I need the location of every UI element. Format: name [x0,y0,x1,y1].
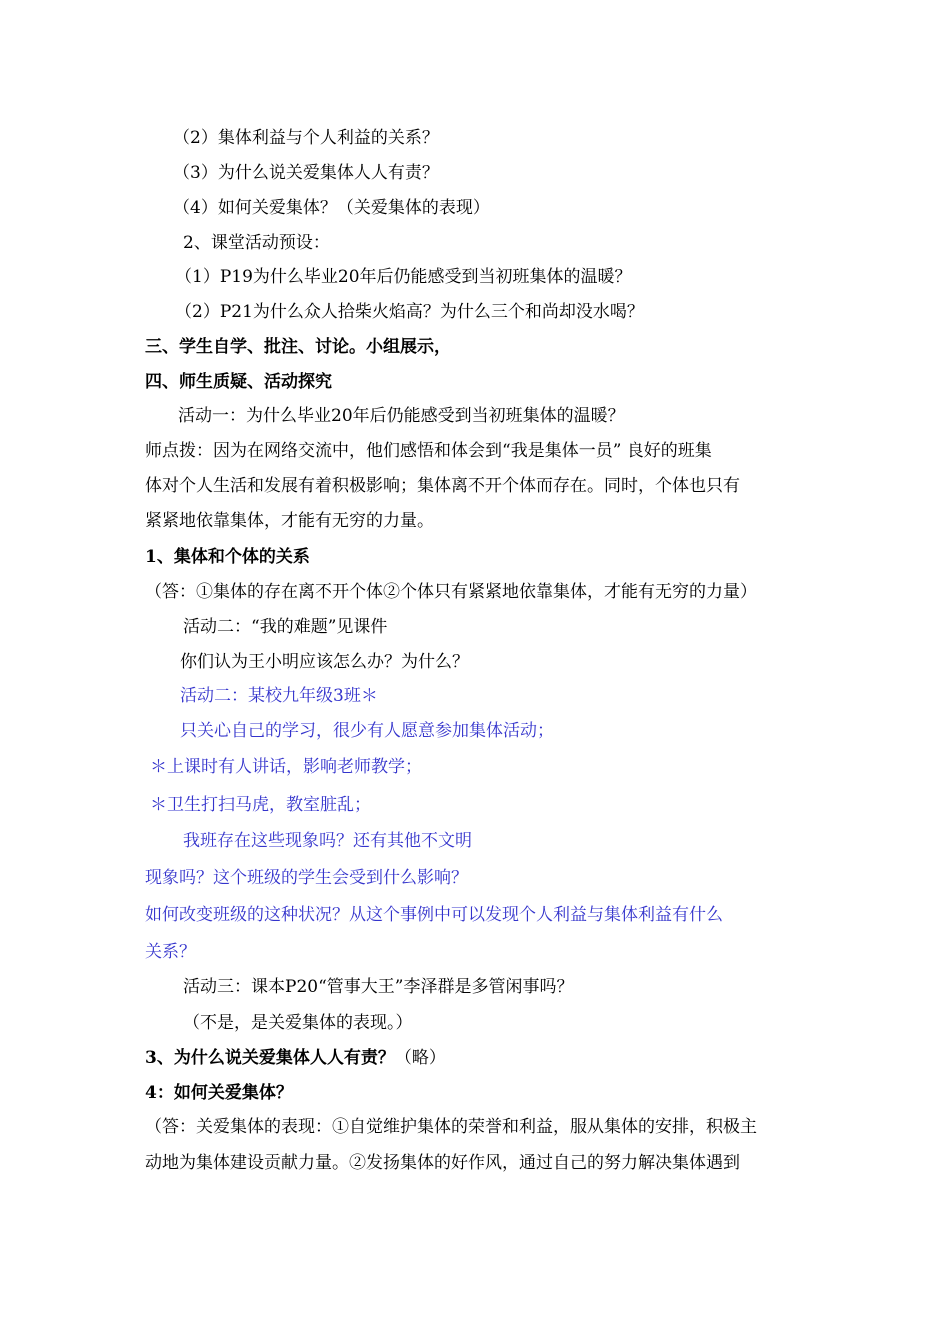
discussion-line-2: 现象吗？这个班级的学生会受到什么影响？ [145,868,468,888]
preset-1-line: （1）P19为什么毕业20年后仍能感受到当初班集体的温暖？ [175,267,632,287]
point-4-heading: 4：如何关爱集体？ [145,1083,293,1103]
question-4-line: （4）如何关爱集体？（关爱集体的表现） [173,198,490,218]
activity-3-line: 活动三：课本P20“管事大王”李泽群是多管闲事吗？ [183,977,574,997]
question-3-line: （3）为什么说关爱集体人人有责？ [173,163,439,183]
activity-2b-line: 活动二：某校九年级3班＊ [180,686,378,706]
activity-2-question: 你们认为王小明应该怎么办？为什么？ [180,652,469,672]
teacher-note-line-3: 紧紧地依靠集体，才能有无穷的力量。 [145,511,434,531]
activity-3-answer: （不是，是关爱集体的表现。） [183,1013,413,1033]
preset-2-line: （2）P21为什么众人拾柴火焰高？为什么三个和尚却没水喝？ [175,302,644,322]
activity-1-line: 活动一：为什么毕业20年后仍能感受到当初班集体的温暖？ [178,406,625,426]
point-3-line [145,1046,446,1070]
answer-4-line-1: （答：关爱集体的表现：①自觉维护集体的荣誉和利益，服从集体的安排，积极主 [145,1117,757,1137]
answer-4-line-2: 动地为集体建设贡献力量。②发扬集体的好作风，通过自己的努力解决集体遇到 [145,1153,740,1173]
point-3-note: （略） [394,1048,446,1068]
discussion-line-4: 关系？ [145,942,196,962]
point-3-heading: 3、为什么说关爱集体人人有责？ [145,1048,395,1068]
point-1-heading: 1、集体和个体的关系 [145,547,310,567]
discussion-line-3: 如何改变班级的这种状况？从这个事例中可以发现个人利益与集体利益有什么 [145,905,723,925]
phenomenon-1-line: 只关心自己的学习，很少有人愿意参加集体活动； [180,721,554,741]
activity-preset-heading: 2、课堂活动预设： [183,233,330,253]
section-4-heading: 四、师生质疑、活动探究 [145,372,332,392]
discussion-line-1: 我班存在这些现象吗？还有其他不文明 [183,831,472,851]
phenomenon-3-line: ＊卫生打扫马虎，教室脏乱； [150,795,371,815]
question-2-line: （2）集体利益与个人利益的关系？ [173,128,439,148]
section-3-heading: 三、学生自学、批注、讨论。小组展示， [145,337,451,357]
answer-1-line: （答：①集体的存在离不开个体②个体只有紧紧地依靠集体，才能有无穷的力量） [145,582,757,602]
teacher-note-line-1: 师点拨：因为在网络交流中，他们感悟和体会到“我是集体一员” 良好的班集 [145,441,712,461]
activity-2-line: 活动二：“我的难题”见课件 [183,617,388,637]
teacher-note-line-2: 体对个人生活和发展有着积极影响；集体离不开个体而存在。同时，个体也只有 [145,476,740,496]
phenomenon-2-line: ＊上课时有人讲话，影响老师教学； [150,757,422,777]
